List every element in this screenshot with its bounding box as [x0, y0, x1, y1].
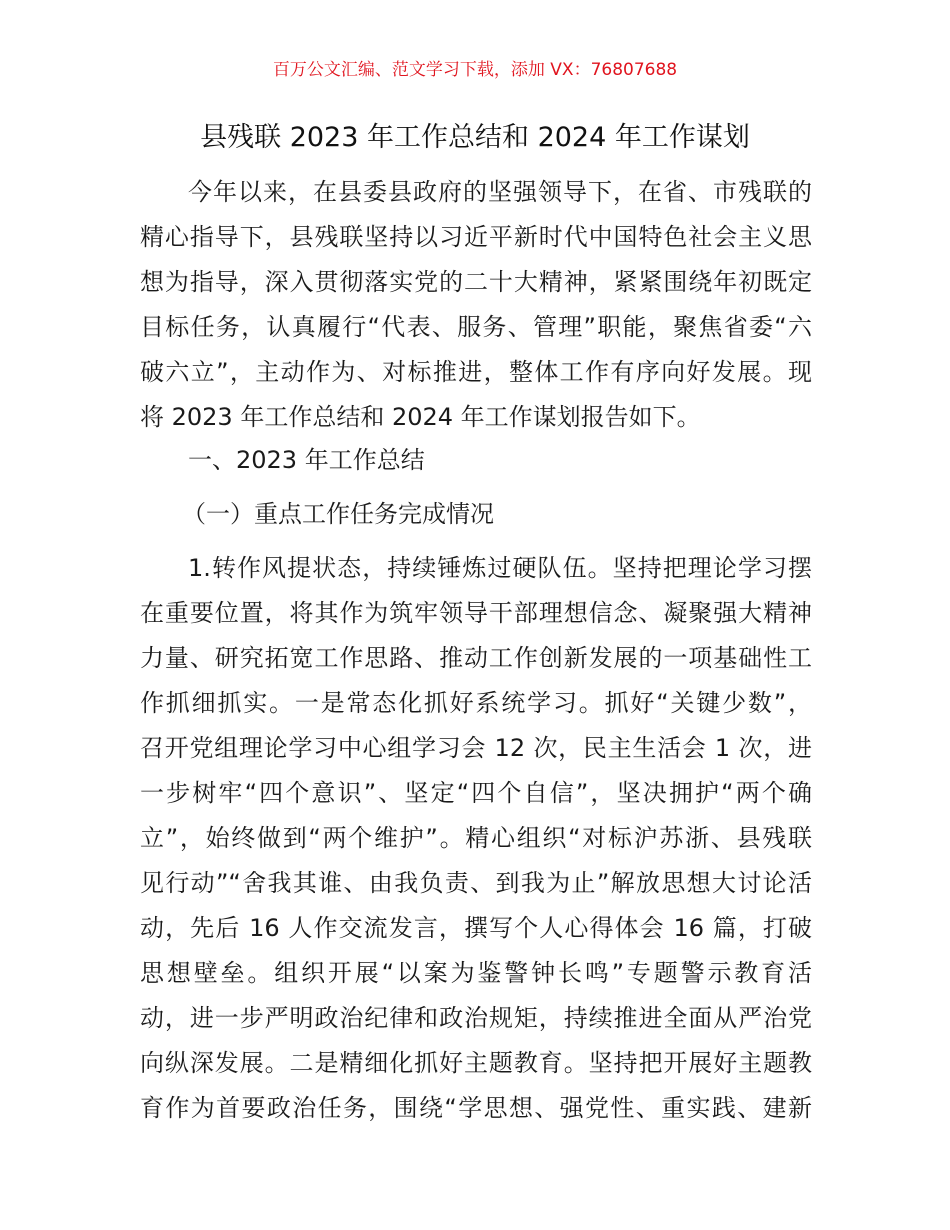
watermark-header: 百万公文汇编、范文学习下载，添加 VX：76807688 — [272, 60, 678, 80]
paragraph-line: 动，进一步严明政治纪律和政治规矩，持续推进全面从严治党 — [140, 1004, 812, 1032]
paragraph-line: 育作为首要政治任务，围绕“学思想、强党性、重实践、建新 — [140, 1094, 812, 1122]
paragraph-line: 见行动”“舍我其谁、由我负责、到我为止”解放思想大讨论活 — [140, 869, 812, 897]
paragraph-line: 破六立”，主动作为、对标推进，整体工作有序向好发展。现 — [140, 358, 812, 386]
paragraph-line: 立”，始终做到“两个维护”。精心组织“对标沪苏浙、县残联 — [140, 824, 812, 852]
paragraph-line: 1.转作风提状态，持续锤炼过硬队伍。坚持把理论学习摆 — [188, 554, 812, 582]
paragraph-line: 动，先后 16 人作交流发言，撰写个人心得体会 16 篇，打破 — [140, 914, 812, 942]
paragraph-line: 想为指导，深入贯彻落实党的二十大精神，紧紧围绕年初既定 — [140, 268, 812, 296]
paragraph-line: 今年以来，在县委县政府的坚强领导下，在省、市残联的 — [188, 178, 812, 206]
paragraph-line: 目标任务，认真履行“代表、服务、管理”职能，聚焦省委“六 — [140, 313, 812, 341]
document-title: 县残联 2023 年工作总结和 2024 年工作谋划 — [200, 122, 750, 153]
paragraph-line: 力量、研究拓宽工作思路、推动工作创新发展的一项基础性工 — [140, 644, 812, 672]
paragraph-line: 作抓细抓实。一是常态化抓好系统学习。抓好“关键少数”， — [140, 689, 812, 717]
paragraph-line: 一步树牢“四个意识”、坚定“四个自信”，坚决拥护“两个确 — [140, 779, 812, 807]
paragraph-line: 思想壁垒。组织开展“以案为鉴警钟长鸣”专题警示教育活 — [140, 959, 812, 987]
subsection-heading: （一）重点工作任务完成情况 — [182, 500, 494, 528]
paragraph-line: 向纵深发展。二是精细化抓好主题教育。坚持把开展好主题教 — [140, 1049, 812, 1077]
body-paragraph — [140, 546, 812, 1131]
paragraph-line: 召开党组理论学习中心组学习会 12 次，民主生活会 1 次，进 — [140, 734, 812, 762]
section-heading: 一、2023 年工作总结 — [188, 446, 425, 474]
intro-paragraph — [140, 170, 812, 440]
paragraph-line: 精心指导下，县残联坚持以习近平新时代中国特色社会主义思 — [140, 223, 812, 251]
paragraph-line: 将 2023 年工作总结和 2024 年工作谋划报告如下。 — [140, 403, 701, 431]
paragraph-line: 在重要位置，将其作为筑牢领导干部理想信念、凝聚强大精神 — [140, 599, 812, 627]
